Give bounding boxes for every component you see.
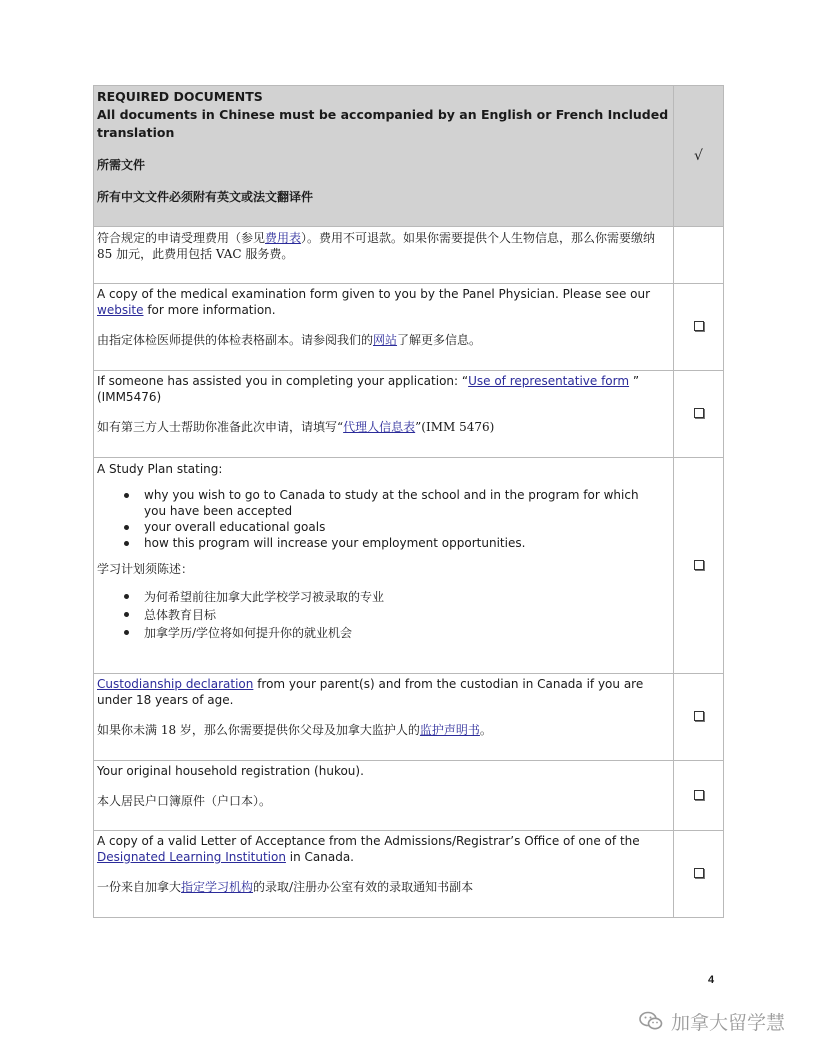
document-cell (94, 761, 674, 831)
checkbox-icon[interactable] (694, 790, 704, 800)
document-row-study-plan (94, 458, 724, 674)
checkbox-icon[interactable] (694, 711, 704, 721)
document-text-cn: 本人居民户口簿原件（户口本）。 (97, 794, 272, 808)
designated-learning-institution-link-cn[interactable]: 指定学习机构 (181, 880, 254, 894)
document-cell (94, 284, 674, 371)
checkbox-cell-empty (674, 227, 724, 284)
list-item: 加拿学历/学位将如何提升你的就业机会 (144, 624, 670, 642)
study-plan-list (97, 487, 670, 551)
document-row-medical (94, 284, 724, 371)
document-cell (94, 674, 674, 761)
checkbox-cell (674, 761, 724, 831)
representative-form-link-cn[interactable]: 代理人信息表 (343, 420, 416, 434)
document-cell (94, 227, 674, 284)
checkbox-cell (674, 674, 724, 761)
checkbox-cell (674, 284, 724, 371)
custodianship-declaration-link-cn[interactable]: 监护声明书 (419, 723, 480, 737)
checkbox-icon[interactable] (694, 408, 704, 418)
document-text-en: Your original household registration (hukou). (97, 764, 364, 778)
checkbox-icon[interactable] (694, 321, 704, 331)
study-plan-intro: A Study Plan stating: (97, 462, 223, 476)
header-row (94, 86, 724, 227)
watermark (639, 1007, 785, 1035)
document-row-fee (94, 227, 724, 284)
checkbox-icon[interactable] (694, 868, 704, 878)
page-number: 4 (708, 974, 715, 986)
document-text-en: Custodianship declaration from your parent(s) and from the custodian in Canada if you are under 18 years of age. (97, 677, 644, 707)
document-text-cn: 如果你未满 18 岁，那么你需要提供你父母及加拿大监护人的监护声明书。 (97, 723, 492, 737)
document-row-acceptance-letter (94, 831, 724, 918)
checkbox-icon[interactable] (694, 560, 704, 570)
document-text-en: A copy of the medical examination form given to you by the Panel Physician. Please see our website for more information. (97, 287, 651, 317)
representative-form-link[interactable]: Use of representative form (468, 374, 630, 388)
document-text-en: If someone has assisted you in completing your application: “Use of representative form ” (IMM5476) (97, 374, 640, 404)
checkbox-cell (674, 371, 724, 458)
document-text-cn: 由指定体检医师提供的体检表格副本。请参阅我们的网站了解更多信息。 (97, 333, 482, 347)
list-item: why you wish to go to Canada to study at the school and in the program for which you have been accepted (144, 487, 670, 519)
document-text-cn: 一份来自加拿大指定学习机构的录取/注册办公室有效的录取通知书副本 (97, 880, 474, 894)
header-cell (94, 86, 674, 227)
document-row-representative (94, 371, 724, 458)
checkbox-cell (674, 458, 724, 674)
fee-table-link[interactable]: 费用表 (265, 231, 302, 245)
document-cell (94, 371, 674, 458)
designated-learning-institution-link[interactable]: Designated Learning Institution (97, 850, 286, 864)
header-subtitle: All documents in Chinese must be accompanied by an English or French Included translation (97, 107, 669, 140)
required-documents-sheet (93, 85, 723, 918)
header-subtitle-cn: 所有中文文件必须附有英文或法文翻译件 (97, 190, 314, 204)
study-plan-list-cn (97, 588, 670, 642)
list-item: 总体教育目标 (144, 606, 670, 624)
header-title-cn: 所需文件 (97, 158, 146, 172)
wechat-icon (639, 1011, 663, 1031)
list-item: 为何希望前往加拿大此学校学习被录取的专业 (144, 588, 670, 606)
watermark-text: 加拿大留学慧 (671, 1011, 786, 1034)
document-row-custodianship (94, 674, 724, 761)
document-text-en: A copy of a valid Letter of Acceptance from the Admissions/Registrar’s Office of one of the Designated Learning Institution in Canada. (97, 834, 640, 864)
website-link-cn[interactable]: 网站 (373, 333, 398, 347)
document-cell (94, 458, 674, 674)
list-item: how this program will increase your employment opportunities. (144, 535, 670, 551)
checkbox-cell (674, 831, 724, 918)
document-cell (94, 831, 674, 918)
header-check-cell (674, 86, 724, 227)
document-text-cn: 符合规定的申请受理费用（参见费用表）。费用不可退款。如果你需要提供个人生物信息，那么你需要缴纳 85 加元，此费用包括 VAC 服务费。 (97, 231, 656, 261)
document-text-cn: 如有第三方人士帮助你准备此次申请，请填写“代理人信息表”(IMM 5476) (97, 420, 495, 434)
header-title: REQUIRED DOCUMENTS (97, 89, 263, 104)
custodianship-declaration-link[interactable]: Custodianship declaration (97, 677, 254, 691)
website-link[interactable]: website (97, 303, 144, 317)
document-row-hukou (94, 761, 724, 831)
check-mark-icon: √ (694, 148, 703, 164)
study-plan-intro-cn: 学习计划须陈述： (97, 562, 194, 576)
required-documents-table (93, 85, 724, 918)
list-item: your overall educational goals (144, 519, 670, 535)
